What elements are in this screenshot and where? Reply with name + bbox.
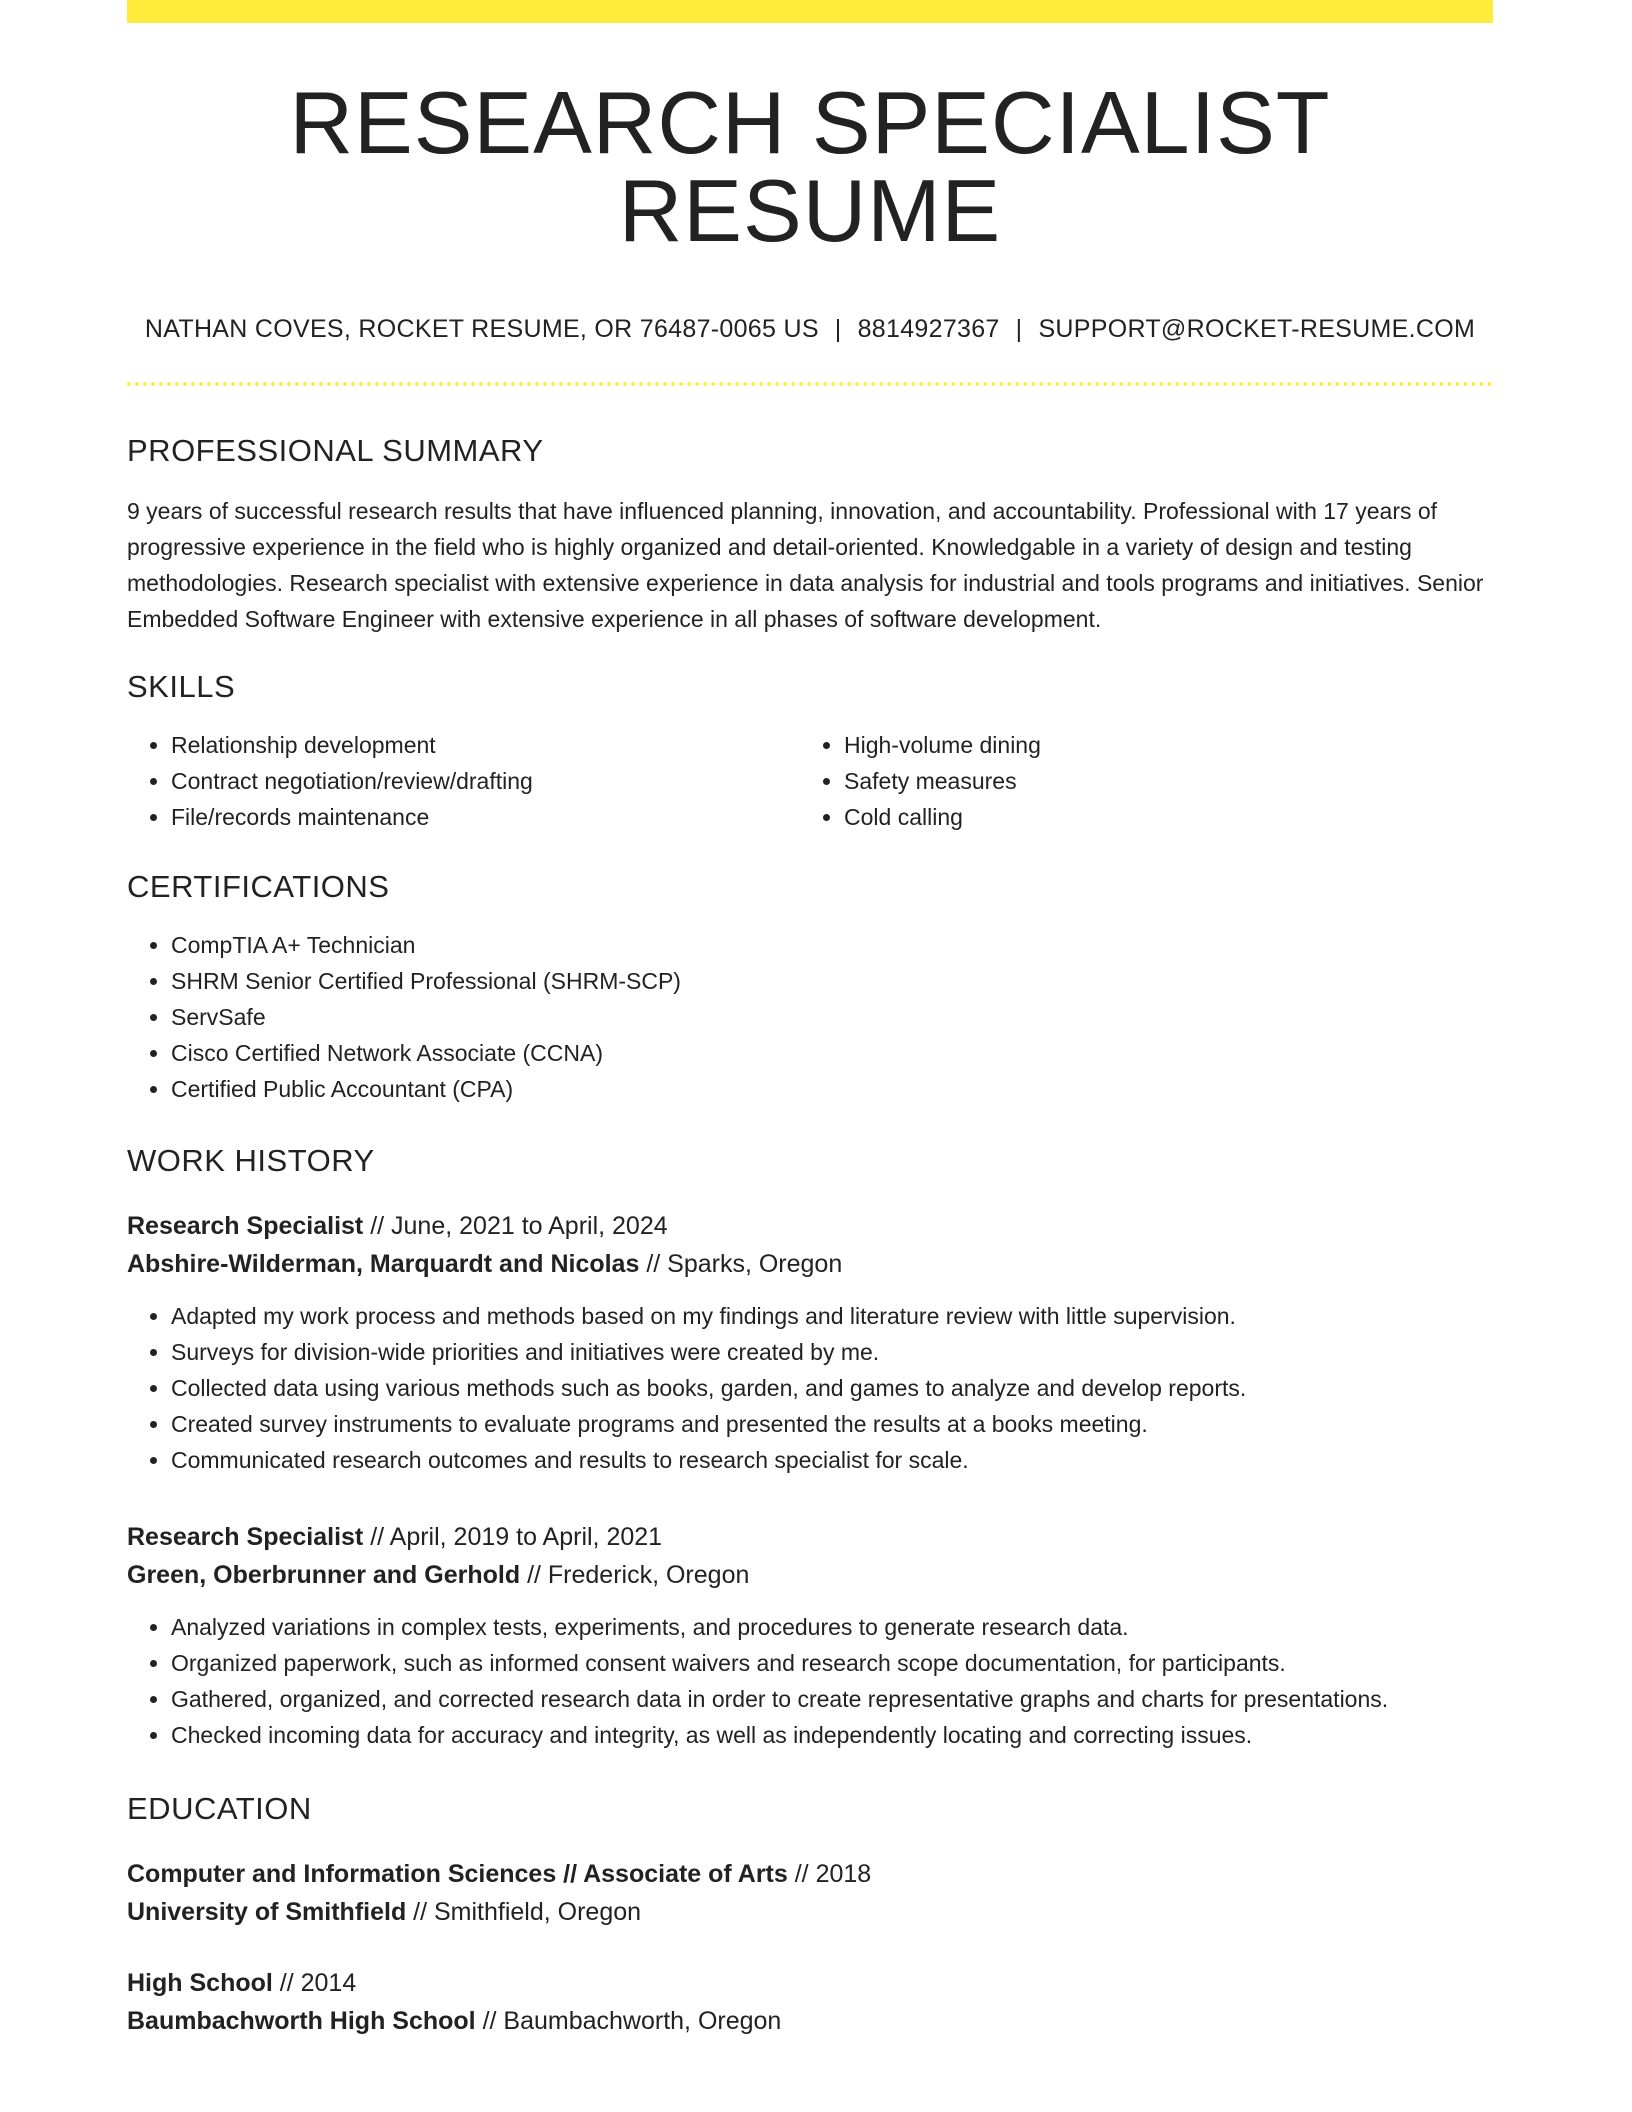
summary-text: 9 years of successful research results that have influenced planning, innovation, and accountability. Professional with 17 years of progressive experience in the field who is highly organized and detail-oriented. Knowledgable in a variety of design and testing methodologies. Research specialist with extensive experience in data analysis for industrial and tools programs and initiatives. Senior Embedded Software Engineer with extensive experience in all phases of software development. bbox=[127, 498, 1484, 632]
education-school-line bbox=[127, 2002, 1493, 2040]
resume-title: RESEARCH SPECIALIST RESUME bbox=[289, 73, 1331, 260]
skill-item: • Relationship development bbox=[171, 727, 800, 763]
education-year: // 2018 bbox=[787, 1860, 872, 1888]
contact-separator: | bbox=[834, 315, 842, 343]
job-company-line bbox=[127, 1556, 1493, 1594]
education-year: // 2014 bbox=[272, 1969, 357, 1997]
header-divider bbox=[127, 382, 1493, 386]
job-entry bbox=[127, 1518, 1493, 1753]
certification-item: • SHRM Senior Certified Professional (SHRM-SCP) bbox=[171, 963, 1493, 999]
education-entry bbox=[127, 1855, 1493, 1931]
skill-item: • High-volume dining bbox=[844, 727, 1473, 763]
job-title: Research Specialist bbox=[127, 1212, 364, 1240]
education-school: University of Smithfield bbox=[127, 1898, 407, 1926]
skills-grid bbox=[127, 705, 1493, 835]
certification-item: • Cisco Certified Network Associate (CCNA) bbox=[171, 1035, 1493, 1071]
work-history-section bbox=[127, 1143, 1493, 1753]
job-entry bbox=[127, 1207, 1493, 1478]
contact-line bbox=[127, 315, 1493, 344]
job-title-line bbox=[127, 1518, 1493, 1556]
education-section bbox=[127, 1791, 1493, 2040]
job-bullet: • Communicated research outcomes and results to research specialist for scale. bbox=[171, 1442, 1493, 1478]
certifications-heading: CERTIFICATIONS bbox=[127, 869, 390, 904]
job-bullet: • Collected data using various methods such as books, garden, and games to analyze and develop reports. bbox=[171, 1370, 1493, 1406]
certification-item: • CompTIA A+ Technician bbox=[171, 927, 1493, 963]
job-company: Green, Oberbrunner and Gerhold bbox=[127, 1561, 521, 1589]
contact-address: NATHAN COVES, ROCKET RESUME, OR 76487-0065 US bbox=[144, 315, 819, 343]
education-heading: EDUCATION bbox=[127, 1791, 312, 1826]
education-school-line bbox=[127, 1893, 1493, 1931]
contact-separator: | bbox=[1015, 315, 1023, 343]
education-entry bbox=[127, 1964, 1493, 2040]
education-school: Baumbachworth High School bbox=[127, 2007, 476, 2035]
job-company-line bbox=[127, 1245, 1493, 1283]
contact-phone: 8814927367 bbox=[857, 315, 1000, 343]
certification-item: • Certified Public Accountant (CPA) bbox=[171, 1071, 1493, 1107]
summary-heading: PROFESSIONAL SUMMARY bbox=[127, 433, 544, 468]
job-title-line bbox=[127, 1207, 1493, 1245]
certifications-list bbox=[127, 927, 1493, 1107]
certifications-section bbox=[127, 869, 1493, 1107]
job-bullets bbox=[127, 1298, 1493, 1478]
job-bullet: • Created survey instruments to evaluate programs and presented the results at a books meeting. bbox=[171, 1406, 1493, 1442]
work-history-heading: WORK HISTORY bbox=[127, 1143, 375, 1178]
education-degree-line bbox=[127, 1855, 1493, 1893]
resume-page bbox=[127, 0, 1493, 2040]
job-bullet: • Adapted my work process and methods based on my findings and literature review with little supervision. bbox=[171, 1298, 1493, 1334]
skill-item: • Contract negotiation/review/drafting bbox=[171, 763, 800, 799]
skills-heading: SKILLS bbox=[127, 669, 236, 704]
job-title: Research Specialist bbox=[127, 1523, 364, 1551]
education-degree: Computer and Information Sciences // Associate of Arts bbox=[127, 1860, 788, 1888]
contact-email: SUPPORT@ROCKET-RESUME.COM bbox=[1038, 315, 1476, 343]
education-location: // Baumbachworth, Oregon bbox=[475, 2007, 782, 2035]
skill-item: • Safety measures bbox=[844, 763, 1473, 799]
skills-section bbox=[127, 669, 1493, 835]
education-degree-line bbox=[127, 1964, 1493, 2002]
job-dates: // April, 2019 to April, 2021 bbox=[363, 1523, 663, 1551]
job-bullet: • Surveys for division-wide priorities and initiatives were created by me. bbox=[171, 1334, 1493, 1370]
skill-item: • Cold calling bbox=[844, 799, 1473, 835]
job-bullet: • Gathered, organized, and corrected research data in order to create representative graphs and charts for presentations. bbox=[171, 1681, 1493, 1717]
certification-item: • ServSafe bbox=[171, 999, 1493, 1035]
education-location: // Smithfield, Oregon bbox=[406, 1898, 642, 1926]
education-degree: High School bbox=[127, 1969, 273, 1997]
job-location: // Frederick, Oregon bbox=[520, 1561, 750, 1589]
job-location: // Sparks, Oregon bbox=[639, 1250, 843, 1278]
skills-list-right bbox=[800, 727, 1473, 835]
skills-list-left bbox=[127, 727, 800, 835]
job-dates: // June, 2021 to April, 2024 bbox=[363, 1212, 668, 1240]
job-company: Abshire-Wilderman, Marquardt and Nicolas bbox=[127, 1250, 640, 1278]
summary-section bbox=[127, 433, 1493, 637]
job-bullet: • Checked incoming data for accuracy and integrity, as well as independently locating and correcting issues. bbox=[171, 1717, 1493, 1753]
top-accent-bar bbox=[127, 0, 1493, 23]
job-bullet: • Organized paperwork, such as informed consent waivers and research scope documentation, for participants. bbox=[171, 1645, 1493, 1681]
skill-item: • File/records maintenance bbox=[171, 799, 800, 835]
job-bullets bbox=[127, 1609, 1493, 1753]
job-bullet: • Analyzed variations in complex tests, experiments, and procedures to generate research data. bbox=[171, 1609, 1493, 1645]
